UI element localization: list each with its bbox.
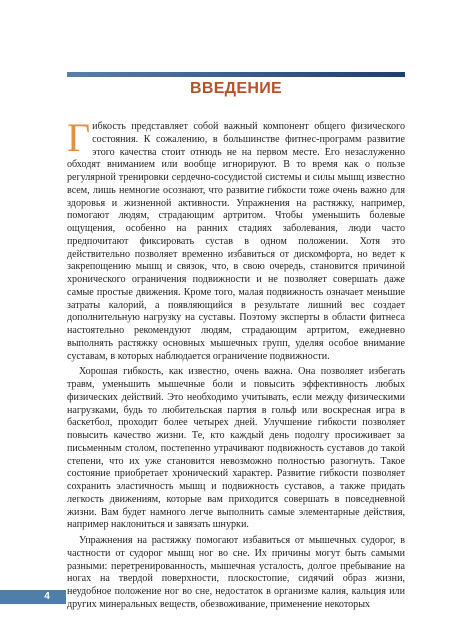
paragraph-1-text: ибкость представляет собой важный компонент общего физического состояния. К сожалению, в большинстве фитнес-программ развитие этого качества стоит отнюдь не на первом месте. Его незаслуженно обходят вниманием или вообще игнорируют. В то время как о пользе регулярной тренировки сердечно-сосудистой системы и силы мышц известно всем, лишь немногие осознают, что развитие гибкости тоже очень важно для здоровья и жизненной активности. Упражнения на растяжку, например, помогают людям, страдающим артритом. Чтобы уменьшить болевые ощущения, особенно на ранних стадиях заболевания, люди часто предпочитают фиксировать сустав в одном положении. Хотя это действительно позволяет временно избавиться от дискомфорта, но ведет к закрепощению мышц и связок, что, в свою очередь, становится причиной хронического ограничения подвижности и не позволяет совершать даже самые простые движения. Кроме того, малая подвижность означает меньшие затраты калорий, а появляющийся в результате лишний вес создает дополнительную нагрузку на суставы. Поэтому эксперты в области фитнеса настоятельно рекомендуют людям, страдающим артритом, ежедневно выполнять растяжку основных мышечных групп, уделяя особое внимание суставам, в которых наблюдается ограничение подвижности.: [67, 121, 405, 362]
paragraph-3: Упражнения на растяжку помогают избавиться от мышечных судорог, в частности от судорог мышц ног во сне. Их причины могут быть самыми разными: перетренированность, мышечная усталость, долгое пребывание на ногах на твердой поверхности, плоскостопие, сидячий образ жизни, неудобное положение ног во сне, недостаток в организме калия, кальция или других минеральных веществ, обезвоживание, применение некоторых: [67, 535, 405, 610]
page-title: ВВЕДЕНИЕ: [190, 80, 282, 97]
drop-cap: Г: [67, 115, 91, 160]
paragraph-2: Хорошая гибкость, как известно, очень важна. Она позволяет избегать травм, уменьшить мышечные боли и повысить эффективность любых физических действий. Это необходимо учитывать, если между физическими нагрузками, будь то любительская партия в гольф или воскресная игра в баскетбол, проходит более четырех дней. Улучшение гибкости позволяет повысить качество жизни. Те, кто каждый день подолгу просиживает за письменным столом, постепенно утрачивают подвижность суставов до такой степени, что их уже становится невозможно полностью разогнуть. Такое состояние приобретает хронический характер. Развитие гибкости позволяет сохранить эластичность мышц и подвижность суставов, а также придать легкость движениям, которые вам приходится совершать в повседневной жизни. Вам будет намного легче выполнить самые элементарные действия, например наклониться и завязать шнурки.: [67, 366, 405, 531]
page-number-tab: [0, 590, 66, 604]
header-rule: [67, 72, 405, 77]
body-text: [67, 115, 405, 612]
page-number: 4: [44, 591, 50, 602]
paragraph-1: [67, 115, 405, 363]
